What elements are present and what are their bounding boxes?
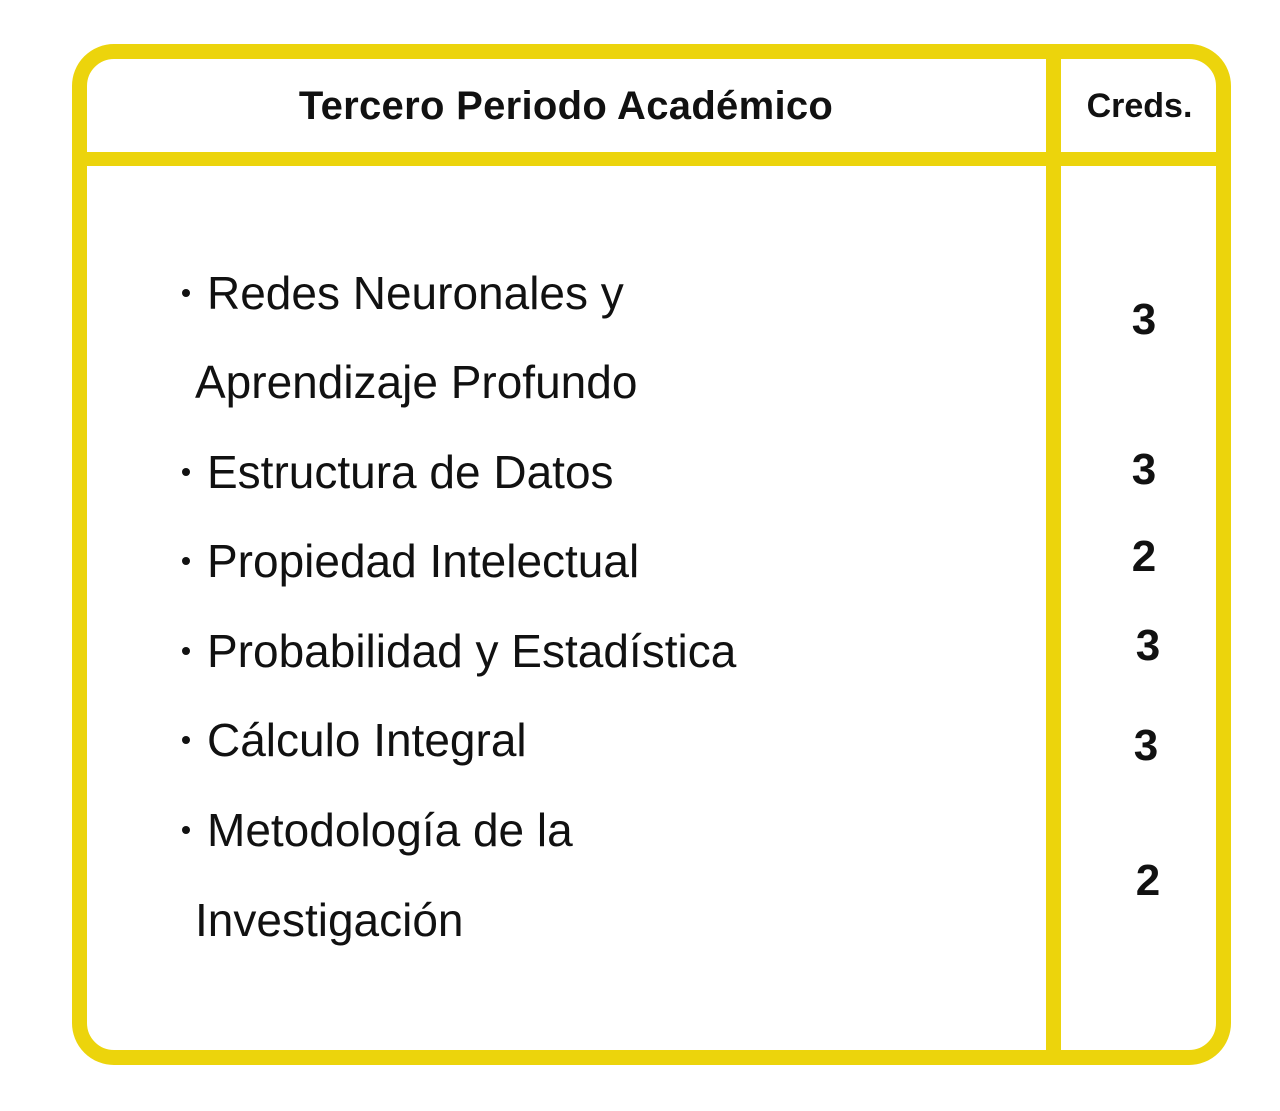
course-name: Investigación bbox=[195, 894, 464, 946]
course-name: Propiedad Intelectual bbox=[207, 535, 640, 587]
course-name: Probabilidad y Estadística bbox=[207, 625, 737, 677]
course-credits: 2 bbox=[1135, 856, 1161, 905]
bullet-icon bbox=[182, 826, 190, 834]
course-credits: 3 bbox=[1135, 621, 1161, 670]
course-credits: 2 bbox=[1131, 532, 1157, 581]
course-name: Cálculo Integral bbox=[207, 714, 527, 766]
course-name: Redes Neuronales y bbox=[207, 267, 624, 319]
table-title: Tercero Periodo Académico bbox=[298, 83, 834, 128]
course-item bbox=[182, 446, 614, 498]
course-item bbox=[182, 804, 573, 856]
course-item bbox=[182, 267, 624, 319]
credits-column-header: Creds. bbox=[1086, 86, 1193, 125]
course-item bbox=[182, 714, 527, 766]
course-item-continuation bbox=[195, 894, 464, 946]
course-credits: 3 bbox=[1131, 295, 1157, 344]
bullet-icon bbox=[182, 557, 190, 565]
bullet-icon bbox=[182, 468, 190, 476]
column-divider bbox=[1046, 55, 1061, 1053]
bullet-icon bbox=[182, 736, 190, 744]
course-item bbox=[182, 535, 640, 587]
header-divider bbox=[84, 152, 1218, 166]
course-name: Aprendizaje Profundo bbox=[195, 356, 638, 408]
course-credits: 3 bbox=[1133, 721, 1159, 770]
bullet-icon bbox=[182, 647, 190, 655]
course-name: Metodología de la bbox=[207, 804, 573, 856]
course-item-continuation bbox=[195, 356, 638, 408]
course-credits: 3 bbox=[1131, 445, 1157, 494]
course-name: Estructura de Datos bbox=[207, 446, 614, 498]
course-item bbox=[182, 625, 737, 677]
bullet-icon bbox=[182, 289, 190, 297]
